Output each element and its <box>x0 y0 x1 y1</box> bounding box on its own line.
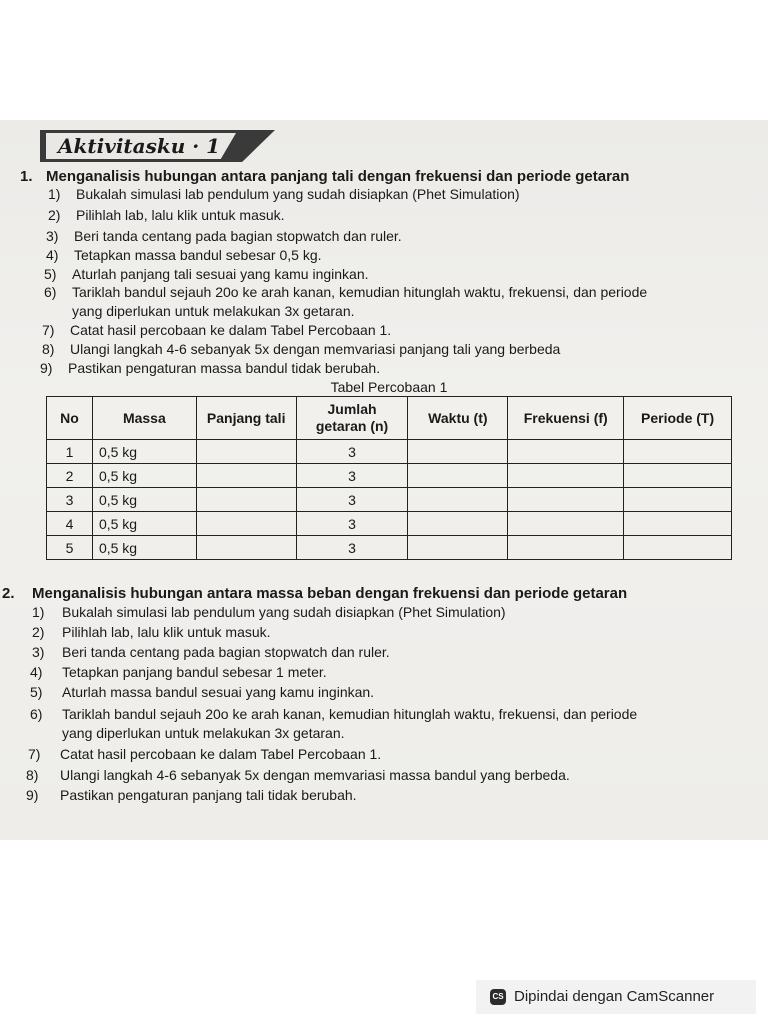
cell-frekuensi <box>508 464 624 488</box>
cell-massa: 0,5 kg <box>92 440 196 464</box>
cell-no: 2 <box>47 464 93 488</box>
table-row <box>47 464 732 488</box>
cell-no: 5 <box>47 536 93 560</box>
cell-no: 1 <box>47 440 93 464</box>
table-row <box>47 512 732 536</box>
header-panjang-tali: Panjang tali <box>196 397 296 440</box>
cell-massa: 0,5 kg <box>92 512 196 536</box>
cell-waktu <box>408 440 508 464</box>
table-row <box>47 440 732 464</box>
section2-title: Menganalisis hubungan antara massa beban dengan frekuensi dan periode getaran <box>32 585 628 602</box>
cell-panjang-tali <box>196 512 296 536</box>
watermark-text: Dipindai dengan CamScanner <box>514 988 715 1005</box>
header-frekuensi: Frekuensi (f) <box>508 397 624 440</box>
cell-massa: 0,5 kg <box>92 488 196 512</box>
section1-title: Menganalisis hubungan antara panjang tali dengan frekuensi dan periode getaran <box>46 168 630 185</box>
table-caption: Tabel Percobaan 1 <box>330 379 448 395</box>
cell-jumlah-getaran: 3 <box>296 440 408 464</box>
header-waktu: Waktu (t) <box>408 397 508 440</box>
table-row <box>47 536 732 560</box>
cell-periode <box>624 488 732 512</box>
header-periode: Periode (T) <box>624 397 732 440</box>
cell-frekuensi <box>508 440 624 464</box>
section1-step-continuation: yang diperlukan untuk melakukan 3x getaran. <box>72 303 355 319</box>
cell-periode <box>624 536 732 560</box>
cell-frekuensi <box>508 536 624 560</box>
section2-step-continuation: yang diperlukan untuk melakukan 3x getaran. <box>62 725 345 741</box>
cell-no: 4 <box>47 512 93 536</box>
camscanner-watermark <box>476 980 756 1014</box>
cell-waktu <box>408 512 508 536</box>
cell-periode <box>624 464 732 488</box>
cell-jumlah-getaran: 3 <box>296 488 408 512</box>
section1-number: 1. <box>20 168 33 185</box>
cell-periode <box>624 440 732 464</box>
cell-panjang-tali <box>196 488 296 512</box>
cell-frekuensi <box>508 488 624 512</box>
cell-panjang-tali <box>196 440 296 464</box>
table-header-row <box>47 397 732 440</box>
header-no: No <box>47 397 93 440</box>
table-row <box>47 488 732 512</box>
activity-title: Aktivitasku · 1 <box>58 134 221 158</box>
cell-periode <box>624 512 732 536</box>
cell-frekuensi <box>508 512 624 536</box>
cell-panjang-tali <box>196 536 296 560</box>
experiment-table <box>46 396 732 560</box>
cell-jumlah-getaran: 3 <box>296 464 408 488</box>
header-massa: Massa <box>92 397 196 440</box>
cell-waktu <box>408 488 508 512</box>
cell-waktu <box>408 536 508 560</box>
header-jumlah-getaran: Jumlah getaran (n) <box>296 397 408 440</box>
section2-number: 2. <box>2 585 15 602</box>
cell-massa: 0,5 kg <box>92 464 196 488</box>
cell-jumlah-getaran: 3 <box>296 512 408 536</box>
camscanner-icon: CS <box>490 989 506 1005</box>
cell-waktu <box>408 464 508 488</box>
cell-massa: 0,5 kg <box>92 536 196 560</box>
cell-jumlah-getaran: 3 <box>296 536 408 560</box>
cell-panjang-tali <box>196 464 296 488</box>
cell-no: 3 <box>47 488 93 512</box>
page-margin <box>0 0 768 120</box>
